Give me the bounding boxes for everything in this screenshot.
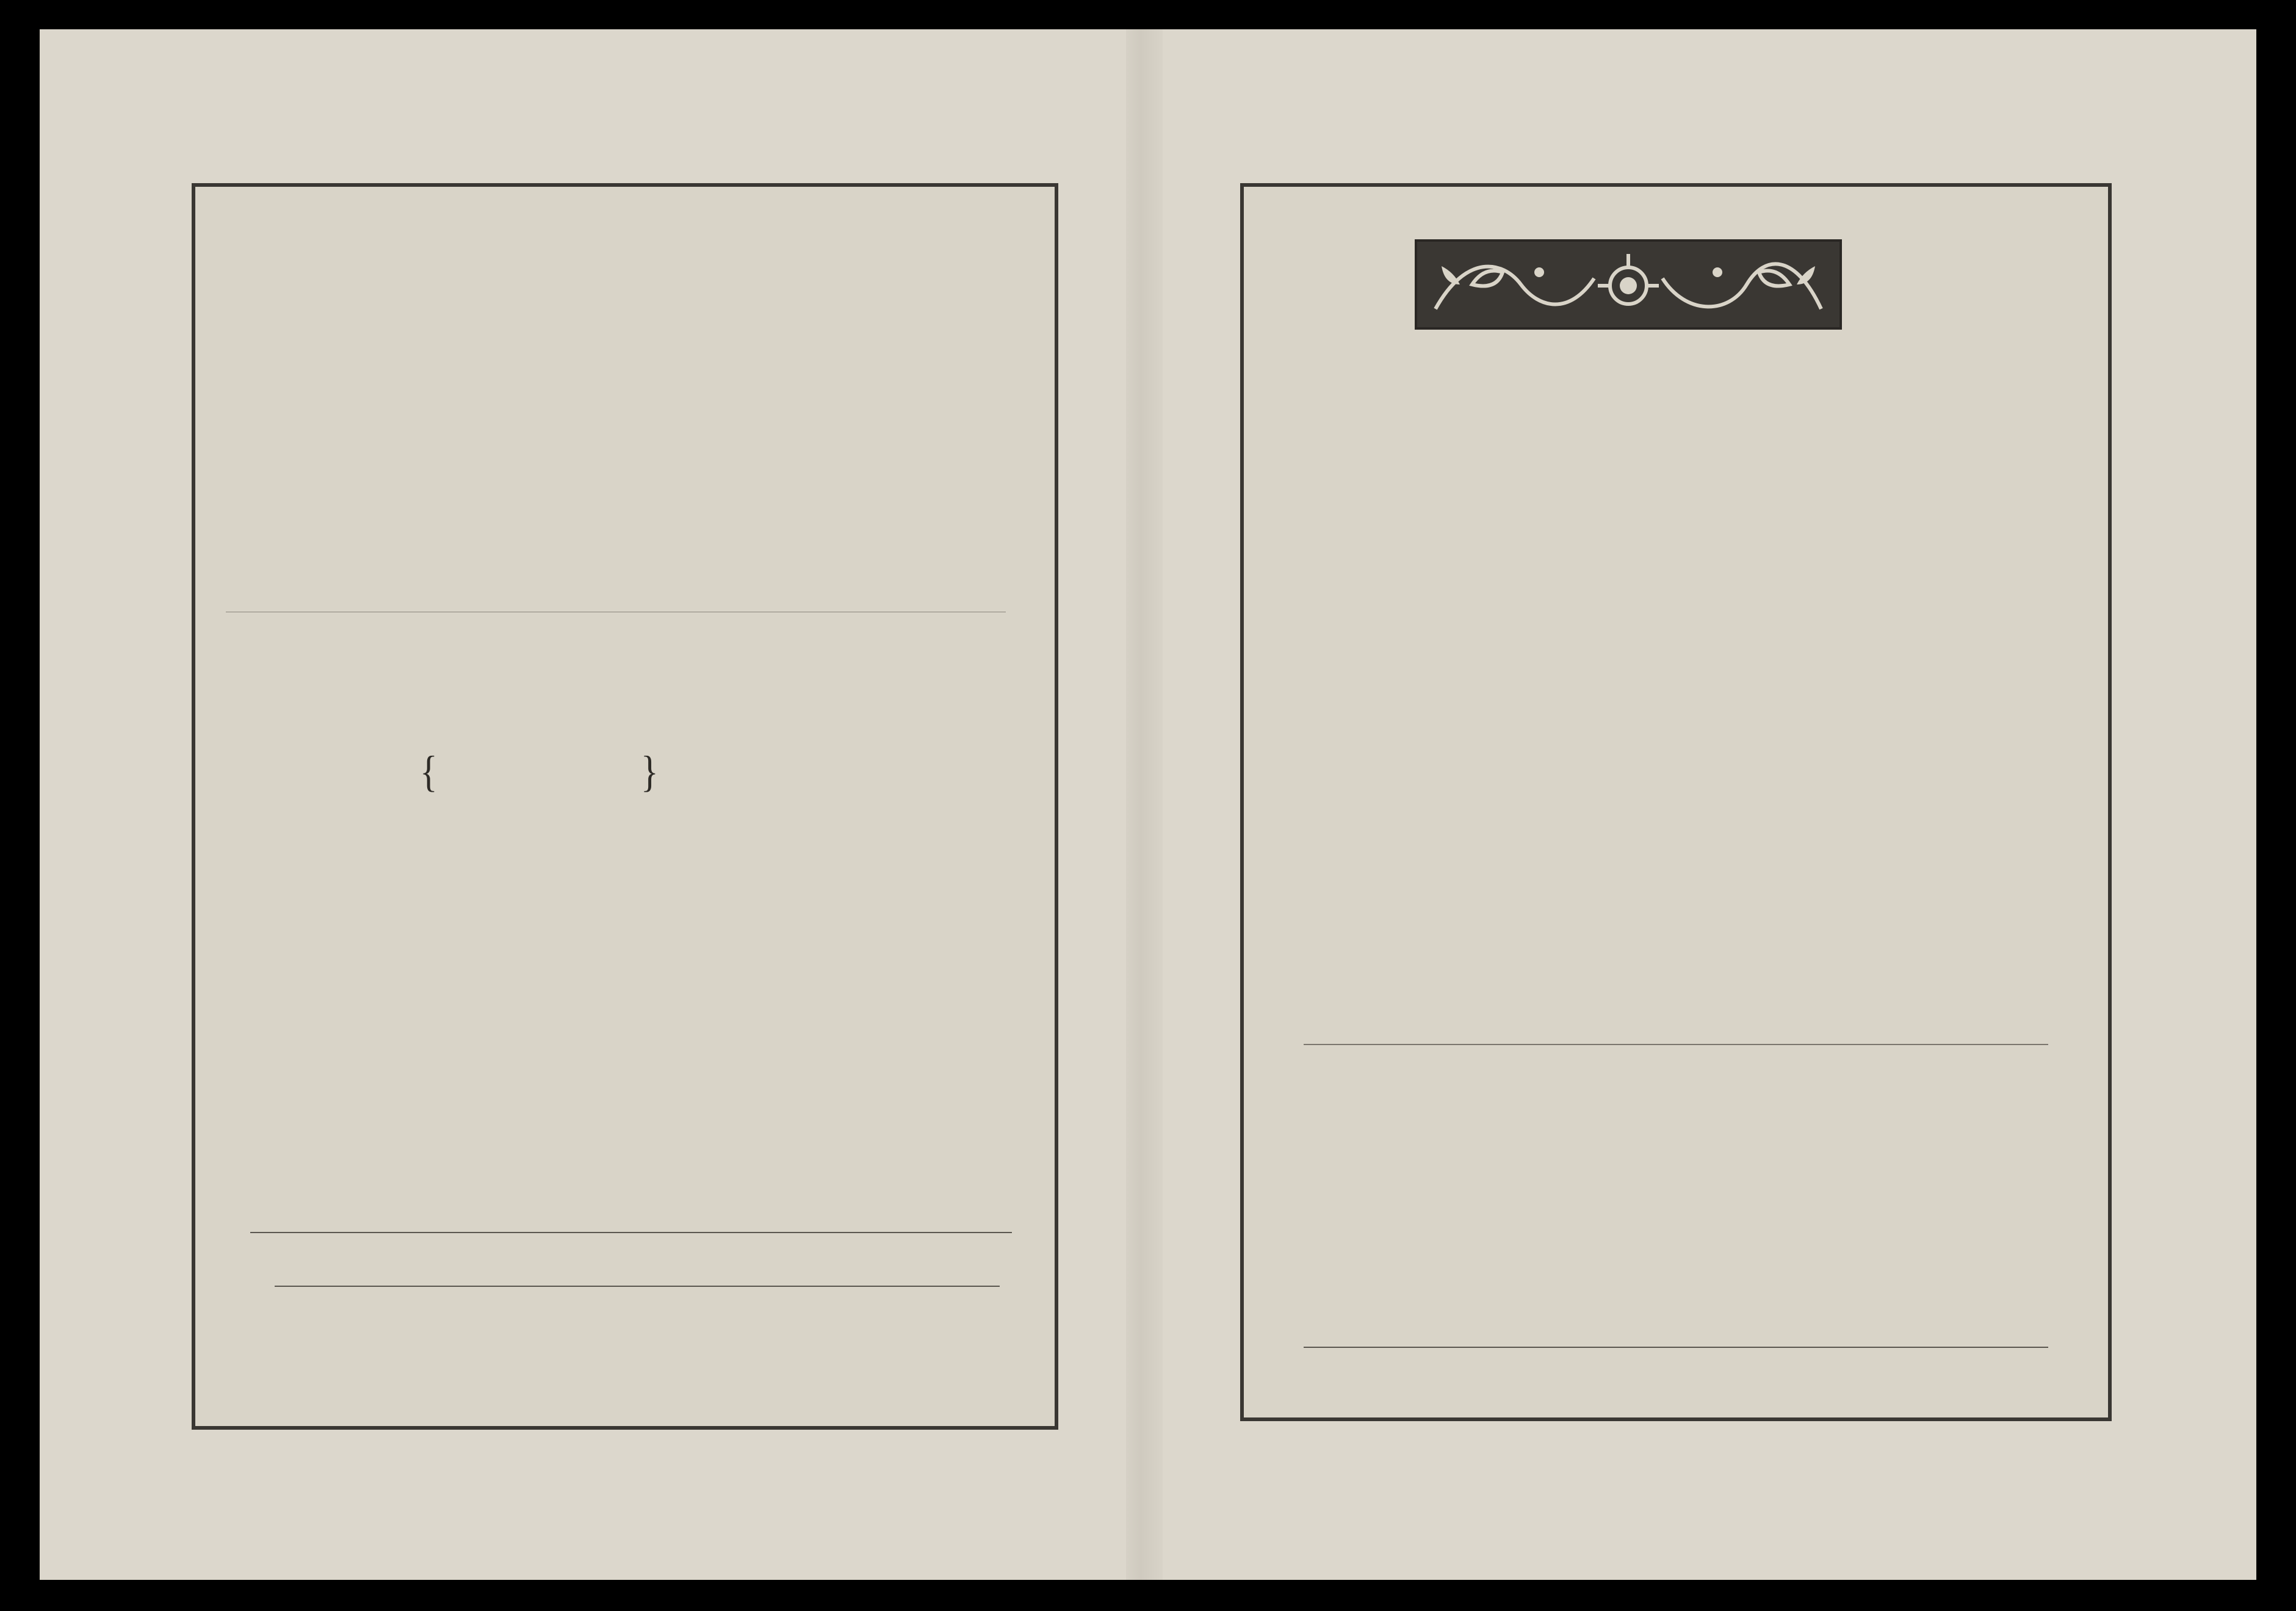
divider <box>1304 1044 2048 1045</box>
divider <box>250 1232 1012 1233</box>
right-brace: } <box>641 747 659 796</box>
divider <box>1304 1347 2048 1348</box>
synopsis-panel <box>1240 183 2112 1421</box>
free-bill-notice <box>1074 189 1196 1410</box>
floral-ornament-banner <box>1415 239 1842 330</box>
cast-panel <box>192 183 1058 1430</box>
divider <box>275 1286 1000 1287</box>
floral-ornament-icon <box>1417 242 1839 327</box>
left-brace: { <box>420 747 438 796</box>
